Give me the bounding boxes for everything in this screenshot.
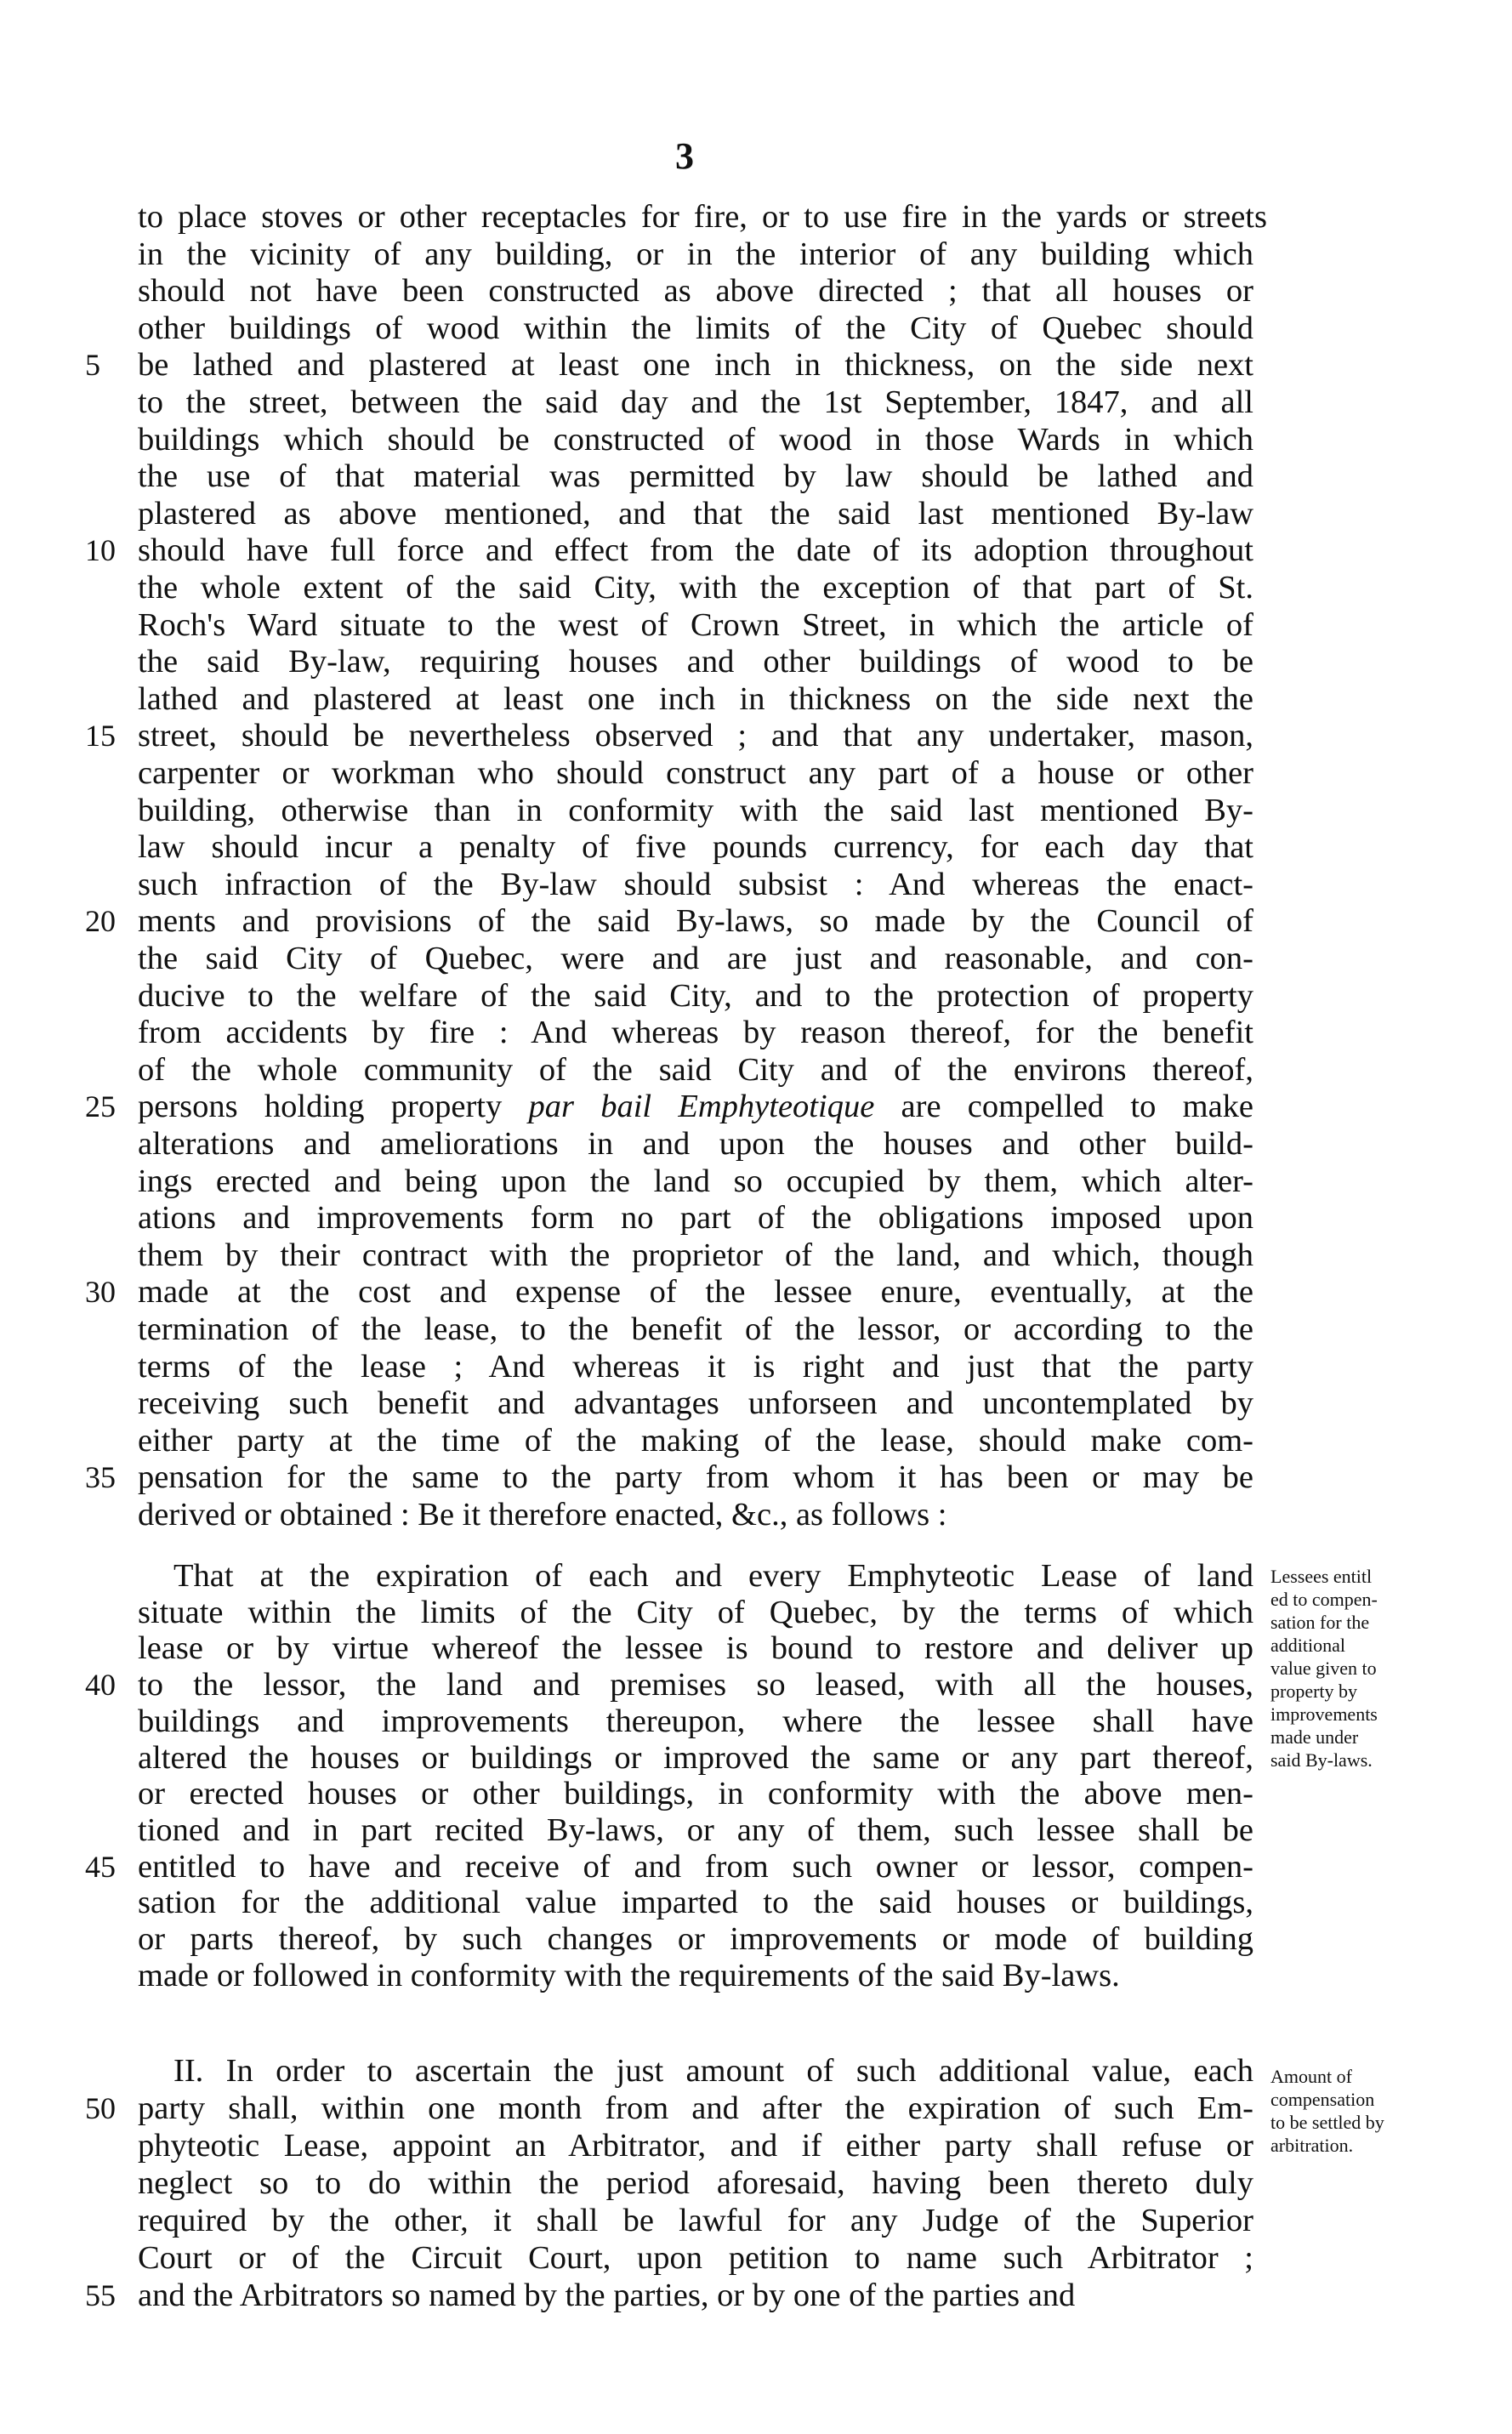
line-number: 10 (85, 533, 116, 568)
line-text: tioned and in part recited By-laws, or any of them, such lessee shall be (138, 1811, 1253, 1848)
line-text: ings erected and being upon the land so occupied by them, which alter- (138, 1163, 1253, 1199)
text-line (0, 1162, 1512, 1201)
line-text: ations and improvements form no part of the obligations imposed upon (138, 1200, 1253, 1237)
line-text: from accidents by fire : And whereas by reason thereof, for the benefit (138, 1015, 1253, 1051)
line-text: ments and provisions of the said By-laws, so made by the Council of (138, 903, 1253, 940)
line-text: Roch's Ward situate to the west of Crown Street, in which the article of (138, 606, 1253, 643)
line-text: buildings which should be constructed of wood in those Wards in which (138, 421, 1253, 458)
line-number: 35 (85, 1460, 116, 1495)
text-line (0, 235, 1512, 274)
margin-note-line: to be settled by (1270, 2112, 1384, 2133)
line-text: situate within the limits of the City of Quebec, by the terms of which (138, 1594, 1253, 1630)
text-line (0, 197, 1512, 236)
text-line (0, 606, 1512, 645)
line-text: carpenter or workman who should construct any part of a house or other (138, 755, 1253, 791)
text-line (0, 1421, 1512, 1460)
line-text: phyteotic Lease, appoint an Arbitrator, and if either party shall refuse or (138, 2128, 1253, 2164)
line-text: such infraction of the By-law should subsist : And whereas the enact- (138, 866, 1253, 902)
text-line (0, 271, 1512, 310)
line-text: pensation for the same to the party from whom it has been or may be (138, 1459, 1253, 1496)
line-number: 5 (85, 348, 100, 383)
text-line (0, 939, 1512, 978)
line-text: and the Arbitrators so named by the parties, or by one of the parties and (138, 2278, 1076, 2313)
line-number: 15 (85, 719, 116, 754)
line-text: or erected houses or other buildings, in conformity with the above men- (138, 1776, 1253, 1812)
line-number: 45 (85, 1849, 116, 1884)
line-number: 20 (85, 904, 116, 939)
line-text: of the whole community of the said City and of the environs thereof, (138, 1051, 1253, 1088)
text-line (0, 1774, 1512, 1813)
line-text: to place stoves or other receptacles for fire, or to use fire in the yards or streets (138, 199, 1267, 235)
line-text: made at the cost and expense of the lessee enure, eventually, at the (138, 1274, 1253, 1311)
text-line (0, 1384, 1512, 1423)
line-text: made or followed in conformity with the requirements of the said By-laws. (138, 1957, 1120, 1993)
line-text: termination of the lease, to the benefit of the lessor, or according to the (138, 1311, 1253, 1347)
text-line (0, 1310, 1512, 1349)
text-line (0, 420, 1512, 459)
margin-note-line: value given to (1270, 1658, 1377, 1679)
text-line (0, 1347, 1512, 1386)
text-line (0, 642, 1512, 681)
line-text: buildings and improvements thereupon, where the lessee shall have (138, 1703, 1253, 1739)
line-text: lathed and plastered at least one inch in thickness on the side next the (138, 680, 1253, 717)
line-text: them by their contract with the proprietor of the land, and which, though (138, 1237, 1253, 1273)
text-line (0, 680, 1512, 719)
margin-note-line: improvements (1270, 1703, 1378, 1725)
margin-note-line: ed to compen- (1270, 1589, 1378, 1610)
line-text: receiving such benefit and advantages unforseen and uncontemplated by (138, 1385, 1253, 1422)
text-line (0, 1198, 1512, 1237)
line-number: 40 (85, 1668, 116, 1703)
margin-note-line: Amount of (1270, 2066, 1352, 2087)
line-text: the whole extent of the said City, with the exception of that part of St. (138, 570, 1253, 606)
line-text: plastered as above mentioned, and that the said last mentioned By-law (138, 495, 1253, 532)
text-line (0, 568, 1512, 607)
margin-note-line: sation for the (1270, 1612, 1370, 1633)
line-text: either party at the time of the making of the lease, should make com- (138, 1422, 1253, 1459)
text-line (0, 309, 1512, 348)
text-line (0, 1847, 1512, 1886)
text-line (0, 531, 1512, 570)
line-number: 25 (85, 1089, 116, 1124)
text-line (0, 827, 1512, 867)
line-text: ducive to the welfare of the said City, and to the protection of property (138, 977, 1253, 1014)
text-line (0, 2201, 1512, 2240)
text-line (0, 1458, 1512, 1497)
line-number: 50 (85, 2091, 116, 2125)
text-line (0, 345, 1512, 384)
text-line (0, 901, 1512, 941)
margin-note-line: arbitration. (1270, 2135, 1354, 2156)
text-line (0, 2164, 1512, 2203)
text-line (0, 754, 1512, 793)
line-text: other buildings of wood within the limits of the City of Quebec should (138, 310, 1253, 346)
line-text: sation for the additional value imparted to the said houses or buildings, (138, 1885, 1253, 1921)
text-line (0, 791, 1512, 830)
line-text: the use of that material was permitted by law should be lathed and (138, 458, 1253, 495)
line-text: or parts thereof, by such changes or improvements or mode of building (138, 1921, 1253, 1957)
text-line (0, 1811, 1512, 1850)
line-text: to the lessor, the land and premises so leased, with all the houses, (138, 1667, 1253, 1703)
line-text: building, otherwise than in conformity with the said last mentioned By- (138, 792, 1253, 828)
text-line (0, 1883, 1512, 1922)
line-text: Court or of the Circuit Court, upon petition to name such Arbitrator ; (138, 2240, 1253, 2276)
text-line (0, 1124, 1512, 1163)
text-line (0, 1236, 1512, 1275)
text-line (0, 976, 1512, 1015)
italic-term: par bail Emphyteotique (528, 1089, 875, 1125)
margin-note-line: additional (1270, 1635, 1345, 1656)
line-text: altered the houses or buildings or improved the same or any part thereof, (138, 1739, 1253, 1776)
text-line (0, 457, 1512, 496)
line-text: II. In order to ascertain the just amount of such additional value, each (173, 2053, 1253, 2089)
line-text: persons holding property par bail Emphyteotique are compelled to make (138, 1089, 1253, 1125)
line-text: law should incur a penalty of five pounds currency, for each day that (138, 829, 1253, 866)
line-text: required by the other, it shall be lawful for any Judge of the Superior (138, 2203, 1253, 2238)
page-number: 3 (675, 135, 694, 177)
line-text: lease or by virtue whereof the lessee is bound to restore and deliver up (138, 1630, 1253, 1667)
text-line (0, 1919, 1512, 1959)
margin-note-line: compensation (1270, 2089, 1375, 2110)
line-text: should have full force and effect from the date of its adoption throughout (138, 532, 1253, 569)
line-number: 55 (85, 2278, 116, 2312)
line-text: party shall, within one month from and after the expiration of such Em- (138, 2090, 1253, 2126)
text-line (0, 716, 1512, 755)
line-text: derived or obtained : Be it therefore enacted, &c., as follows : (138, 1497, 947, 1533)
text-line (0, 865, 1512, 904)
line-text: the said City of Quebec, were and are just and reasonable, and con- (138, 941, 1253, 976)
text-line (0, 1495, 1512, 1534)
line-text: to the street, between the said day and the 1st September, 1847, and all (138, 384, 1253, 420)
line-text: alterations and ameliorations in and upon the houses and other build- (138, 1126, 1253, 1162)
text-line (0, 1956, 1512, 1995)
text-line (0, 494, 1512, 533)
margin-note-line: Lessees entitl (1270, 1566, 1373, 1587)
text-line (0, 1013, 1512, 1052)
line-number: 30 (85, 1275, 116, 1310)
line-text: That at the expiration of each and every Emphyteotic Lease of land (173, 1558, 1253, 1594)
margin-note-line: property by (1270, 1680, 1358, 1702)
line-text: terms of the lease ; And whereas it is right and just that the party (138, 1348, 1253, 1385)
line-text: in the vicinity of any building, or in the interior of any building which (138, 236, 1253, 272)
text-line (0, 1087, 1512, 1126)
text-line (0, 2238, 1512, 2278)
line-text: should not have been constructed as above directed ; that all houses or (138, 273, 1253, 310)
line-text: street, should be nevertheless observed ; and that any undertaker, mason, (138, 718, 1253, 754)
margin-note-line: said By-laws. (1270, 1749, 1373, 1771)
margin-note-compensation (1270, 1565, 1424, 1771)
margin-note-arbitration (1270, 2065, 1424, 2157)
line-text: entitled to have and receive of and from such owner or lessor, compen- (138, 1848, 1253, 1885)
text-line (0, 1272, 1512, 1311)
line-text: be lathed and plastered at least one inch in thickness, on the side next (138, 347, 1253, 384)
margin-note-line: made under (1270, 1726, 1359, 1748)
text-line (0, 1050, 1512, 1089)
line-text: neglect so to do within the period aforesaid, having been thereto duly (138, 2165, 1253, 2201)
line-text: the said By-law, requiring houses and other buildings of wood to be (138, 644, 1253, 680)
text-line (0, 2276, 1512, 2315)
text-line (0, 383, 1512, 422)
